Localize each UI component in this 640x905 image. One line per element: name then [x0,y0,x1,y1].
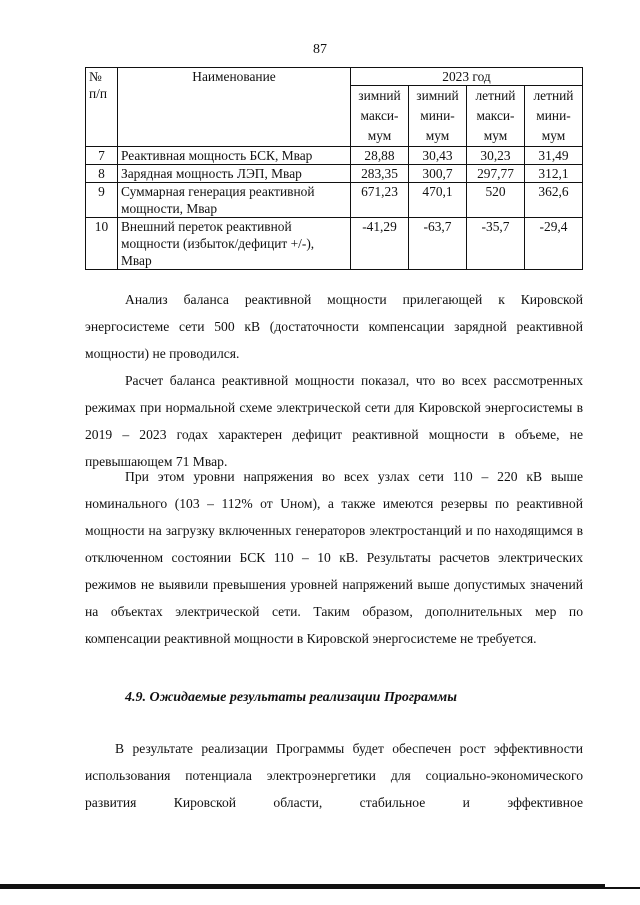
row-name: Реактивная мощность БСК, Мвар [118,147,351,165]
row-value: 520 [467,183,525,218]
row-value: 470,1 [409,183,467,218]
paragraph-calculation: Расчет баланса реактивной мощности показал, что во всех рассмотренных режимах при нормальной схеме электрической сети для Кировской энергосистемы в 2019 – 2023 годах характерен дефицит реактивной мощности в объеме, не превышающем 71 Мвар. [85,373,583,469]
row-value: 30,23 [467,147,525,165]
row-value: -63,7 [409,218,467,270]
row-value: 30,43 [409,147,467,165]
row-value: -41,29 [351,218,409,270]
row-value: 300,7 [409,165,467,183]
row-value: 28,88 [351,147,409,165]
row-value: 362,6 [525,183,583,218]
header-summer-max: летний макси-мум [467,86,525,147]
header-winter-min: зимний мини-мум [409,86,467,147]
section-heading: 4.9. Ожидаемые результаты реализации Программы [125,690,457,705]
row-value: 297,77 [467,165,525,183]
table-row [86,165,583,183]
paragraph-results: В результате реализации Программы будет обеспечен рост эффективности использования потенциала электроэнергетики для социально-экономического развития Кировской области, стабильное и эффективное [85,741,583,810]
row-number: 8 [86,165,118,183]
row-value: 312,1 [525,165,583,183]
paragraph-analysis: Анализ баланса реактивной мощности прилегающей к Кировской энергосистеме сети 500 кВ (достаточности компенсации зарядной реактивной мощности) не проводился. [85,292,583,361]
table-row [86,147,583,165]
row-number: 7 [86,147,118,165]
header-summer-min: летний мини-мум [525,86,583,147]
paragraph-voltage: При этом уровни напряжения во всех узлах сети 110 – 220 кВ выше номинального (103 – 112% от Uном), а также имеются резервы по реактивной мощности на загрузку включенных генераторов электростанций и по находящимся в отключенном состоянии БСК 110 – 10 кВ. Результаты расчетов электрических режимов не выявили превышения уровней напряжений выше допустимых значений на объектах электрической сети. Таким образом, дополнительных мер по компенсации реактивной мощности в Кировской энергосистеме не требуется. [85,469,583,646]
row-value: 671,23 [351,183,409,218]
row-name: Суммарная генерация реактивной мощности, Мвар [118,183,351,218]
page-number: 87 [313,42,327,57]
header-winter-max: зимний макси-мум [351,86,409,147]
table-row [86,183,583,218]
header-number: № п/п [86,68,118,147]
header-name: Наименование [118,68,351,147]
table-row [86,218,583,270]
row-value: -35,7 [467,218,525,270]
header-year: 2023 год [351,68,583,86]
row-name: Внешний переток реактивной мощности (избыток/дефицит +/-), Мвар [118,218,351,270]
row-value: -29,4 [525,218,583,270]
row-name: Зарядная мощность ЛЭП, Мвар [118,165,351,183]
row-number: 9 [86,183,118,218]
bottom-rule [0,884,605,889]
row-value: 31,49 [525,147,583,165]
table-header-row [86,68,583,86]
row-value: 283,35 [351,165,409,183]
row-number: 10 [86,218,118,270]
bottom-rule-end [605,887,640,889]
reactive-power-table [85,67,583,270]
